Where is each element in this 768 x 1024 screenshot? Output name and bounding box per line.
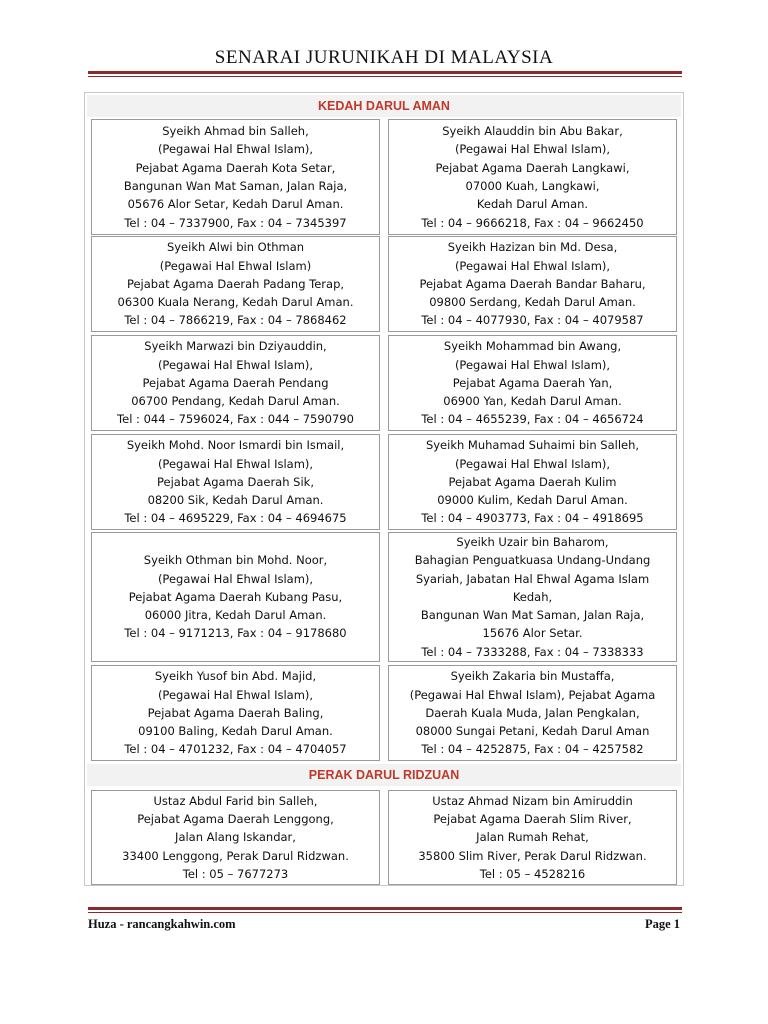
contact-detail: (Pegawai Hal Ehwal Islam), bbox=[157, 456, 314, 471]
contact-name: Ustaz Abdul Farid bin Salleh, bbox=[153, 793, 318, 808]
contact-detail: Bangunan Wan Mat Saman, Jalan Raja, bbox=[123, 179, 348, 193]
contact-name: Syeikh Muhamad Suhaimi bin Salleh, bbox=[425, 438, 640, 453]
contact-detail: Tel : 04 – 7333288, Fax : 04 – 7338333 bbox=[421, 644, 644, 659]
contact-detail: Pejabat Agama Daerah Lenggong, bbox=[137, 812, 334, 827]
contact-detail: Tel : 04 – 7337900, Fax : 04 – 7345397 bbox=[124, 215, 347, 230]
contact-detail: (Pegawai Hal Ehwal Islam), bbox=[157, 357, 314, 372]
contact-name: Syeikh Mohd. Noor Ismardi bin Ismail, bbox=[126, 438, 345, 453]
contact-name: Ustaz Ahmad Nizam bin Amiruddin bbox=[432, 793, 633, 808]
contact-detail: Pejabat Agama Daerah Langkawi, bbox=[435, 160, 630, 175]
contact-detail: Pejabat Agama Daerah Kota Setar, bbox=[135, 160, 336, 175]
contact-detail: 06900 Yan, Kedah Darul Aman. bbox=[443, 394, 622, 409]
contact-detail: Pejabat Agama Daerah Sik, bbox=[157, 474, 314, 489]
contact-detail: Pejabat Agama Daerah Padang Terap, bbox=[126, 276, 345, 291]
contact-card bbox=[91, 119, 380, 235]
contact-detail: (Pegawai Hal Ehwal Islam) bbox=[159, 258, 312, 273]
contact-card bbox=[388, 434, 677, 530]
contact-name: Syeikh Uzair bin Baharom, bbox=[456, 534, 609, 549]
contact-detail: 06000 Jitra, Kedah Darul Aman. bbox=[144, 608, 327, 623]
contact-name: Syeikh Ahmad bin Salleh, bbox=[162, 124, 309, 139]
contact-detail: Kedah, bbox=[512, 589, 553, 604]
contact-detail: Pejabat Agama Daerah Yan, bbox=[452, 375, 613, 390]
contact-name: Syeikh Marwazi bin Dziyauddin, bbox=[144, 339, 327, 354]
contact-card bbox=[388, 236, 677, 332]
contact-detail: 05676 Alor Setar, Kedah Darul Aman. bbox=[127, 197, 344, 212]
contact-detail: Tel : 04 – 4252875, Fax : 04 – 4257582 bbox=[421, 742, 644, 757]
contact-card bbox=[388, 790, 677, 885]
contact-detail: Jalan Alang Iskandar, bbox=[175, 830, 296, 845]
contact-detail: Syariah, Jabatan Hal Ehwal Agama Islam bbox=[415, 571, 650, 586]
contact-card bbox=[388, 532, 677, 662]
footer-source: Huza - rancangkahwin.com bbox=[88, 917, 236, 931]
contact-detail: Tel : 04 – 9666218, Fax : 04 – 9662450 bbox=[421, 215, 644, 230]
footer-rule bbox=[88, 907, 682, 913]
contact-card bbox=[91, 335, 380, 431]
contact-detail: Pejabat Agama Daerah Kubang Pasu, bbox=[128, 589, 343, 604]
contact-detail: Tel : 04 – 4701232, Fax : 04 – 4704057 bbox=[124, 742, 347, 757]
contact-card bbox=[388, 665, 677, 761]
contact-name: Syeikh Yusof bin Abd. Majid, bbox=[154, 669, 317, 684]
header-rule bbox=[88, 71, 682, 77]
contact-detail: 09800 Serdang, Kedah Darul Aman. bbox=[429, 295, 636, 310]
document-title: SENARAI JURUNIKAH DI MALAYSIA bbox=[214, 47, 554, 68]
footer-page-number: Page 1 bbox=[644, 917, 680, 931]
contact-name: Syeikh Alwi bin Othman bbox=[166, 240, 305, 255]
contact-card bbox=[91, 236, 380, 332]
contact-detail: Tel : 05 – 4528216 bbox=[479, 866, 586, 881]
contact-detail: Tel : 04 – 4695229, Fax : 04 – 4694675 bbox=[124, 511, 347, 526]
directory-table bbox=[84, 92, 684, 886]
contact-detail: 15676 Alor Setar. bbox=[482, 626, 583, 641]
contact-name: Syeikh Zakaria bin Mustaffa, bbox=[450, 669, 615, 684]
contact-detail: Tel : 04 – 4903773, Fax : 04 – 4918695 bbox=[421, 511, 644, 526]
contact-detail: 08000 Sungai Petani, Kedah Darul Aman bbox=[415, 724, 650, 739]
contact-detail: (Pegawai Hal Ehwal Islam), bbox=[454, 258, 611, 273]
contact-detail: (Pegawai Hal Ehwal Islam), bbox=[157, 571, 314, 586]
contact-card bbox=[91, 665, 380, 761]
contact-detail: Kedah Darul Aman. bbox=[476, 197, 589, 212]
contact-detail: Pejabat Agama Daerah Kulim bbox=[448, 474, 617, 489]
contact-detail: Pejabat Agama Daerah Slim River, bbox=[433, 812, 632, 827]
contact-detail: (Pegawai Hal Ehwal Islam), bbox=[454, 456, 611, 471]
contact-name: Syeikh Hazizan bin Md. Desa, bbox=[447, 240, 618, 255]
section-header: KEDAH DARUL AMAN bbox=[87, 95, 681, 117]
contact-detail: 08200 Sik, Kedah Darul Aman. bbox=[147, 493, 324, 508]
contact-detail: Jalan Rumah Rehat, bbox=[476, 830, 589, 845]
contact-detail: 33400 Lenggong, Perak Darul Ridzwan. bbox=[122, 848, 349, 863]
contact-detail: 07000 Kuah, Langkawi, bbox=[465, 179, 600, 193]
contact-detail: (Pegawai Hal Ehwal Islam), bbox=[157, 142, 314, 157]
contact-card bbox=[91, 790, 380, 885]
contact-card bbox=[388, 335, 677, 431]
contact-detail: 09100 Baling, Kedah Darul Aman. bbox=[138, 724, 333, 739]
contact-detail: Pejabat Agama Daerah Bandar Baharu, bbox=[419, 276, 646, 291]
contact-detail: (Pegawai Hal Ehwal Islam), bbox=[454, 142, 611, 157]
contact-detail: Tel : 044 – 7596024, Fax : 044 – 7590790 bbox=[117, 412, 354, 427]
contact-detail: 06300 Kuala Nerang, Kedah Darul Aman. bbox=[117, 295, 354, 310]
section-header: PERAK DARUL RIDZUAN bbox=[87, 764, 681, 786]
contact-detail: (Pegawai Hal Ehwal Islam), bbox=[157, 687, 314, 702]
contact-detail: Tel : 04 – 7866219, Fax : 04 – 7868462 bbox=[124, 313, 347, 328]
contact-detail: 06700 Pendang, Kedah Darul Aman. bbox=[131, 394, 340, 409]
contact-detail: Daerah Kuala Muda, Jalan Pengkalan, bbox=[425, 705, 640, 720]
contact-detail: Tel : 04 – 4077930, Fax : 04 – 4079587 bbox=[421, 313, 644, 328]
contact-detail: 35800 Slim River, Perak Darul Ridzwan. bbox=[418, 848, 647, 863]
contact-detail: Bangunan Wan Mat Saman, Jalan Raja, bbox=[420, 608, 645, 623]
contact-detail: Tel : 04 – 9171213, Fax : 04 – 9178680 bbox=[124, 626, 347, 641]
contact-card bbox=[91, 532, 380, 662]
contact-detail: 09000 Kulim, Kedah Darul Aman. bbox=[437, 493, 628, 508]
contact-card bbox=[91, 434, 380, 530]
contact-name: Syeikh Othman bin Mohd. Noor, bbox=[143, 553, 328, 568]
contact-detail: Bahagian Penguatkuasa Undang-Undang bbox=[414, 553, 651, 568]
contact-card bbox=[388, 119, 677, 235]
contact-name: Syeikh Alauddin bin Abu Bakar, bbox=[442, 124, 623, 139]
contact-name: Syeikh Mohammad bin Awang, bbox=[443, 339, 622, 354]
contact-detail: Tel : 04 – 4655239, Fax : 04 – 4656724 bbox=[421, 412, 644, 427]
contact-detail: Pejabat Agama Daerah Pendang bbox=[142, 375, 329, 390]
contact-detail: (Pegawai Hal Ehwal Islam), bbox=[454, 357, 611, 372]
contact-detail: Pejabat Agama Daerah Baling, bbox=[147, 705, 324, 720]
contact-detail: Tel : 05 – 7677273 bbox=[182, 866, 289, 881]
contact-detail: (Pegawai Hal Ehwal Islam), Pejabat Agama bbox=[409, 687, 656, 702]
